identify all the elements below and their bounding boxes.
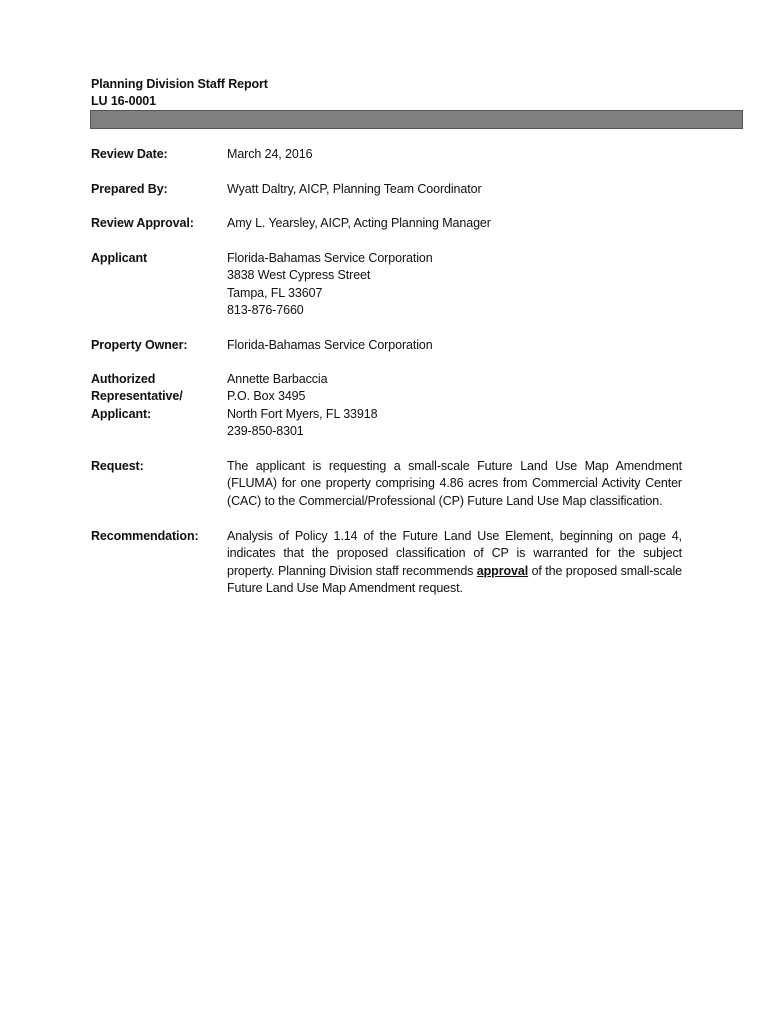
recommendation-text-before: Analysis of Policy 1.14 of the Future Land Use Element, beginning on page 4, indicates that the proposed classification of CP is warranted for the subject property. Planning Division staff recommends (227, 529, 682, 578)
applicant-phone: 813-876-7660 (227, 302, 304, 317)
recommendation-label: Recommendation: (91, 529, 199, 543)
authorized-rep-label (91, 371, 221, 423)
review-date-value: March 24, 2016 (227, 147, 313, 161)
prepared-by-value: Wyatt Daltry, AICP, Planning Team Coordinator (227, 182, 482, 196)
property-owner-label: Property Owner: (91, 338, 188, 352)
applicant-city: Tampa, FL 33607 (227, 285, 323, 300)
authorized-rep-phone: 239-850-8301 (227, 423, 304, 438)
recommendation-text (227, 528, 682, 597)
authorized-rep-name: Annette Barbaccia (227, 372, 328, 386)
review-date-label: Review Date: (91, 147, 168, 161)
review-approval-label: Review Approval: (91, 216, 194, 230)
request-text: The applicant is requesting a small-scale Future Land Use Map Amendment (FLUMA) for one property comprising 4.86 acres from Commercial Activity Center (CAC) to the Commercial/Professional (CP) Future Land Use Map classification. (227, 459, 682, 508)
applicant-street: 3838 West Cypress Street (227, 268, 371, 283)
recommendation-text-after: of the proposed small-scale Future Land Use Map Amendment request. (227, 563, 683, 595)
review-approval-value: Amy L. Yearsley, AICP, Acting Planning Manager (227, 216, 491, 230)
request-label: Request: (91, 459, 144, 473)
property-owner-value: Florida-Bahamas Service Corporation (227, 338, 433, 352)
authorized-rep-label-line: Applicant: (91, 406, 152, 421)
prepared-by-label: Prepared By: (91, 182, 168, 196)
report-title: Planning Division Staff Report (91, 77, 268, 91)
authorized-rep-label-line: Representative/ (91, 389, 183, 404)
report-header (91, 76, 268, 110)
approval-emphasis: approval (476, 563, 529, 578)
authorized-rep-city: North Fort Myers, FL 33918 (227, 406, 378, 421)
applicant-name: Florida-Bahamas Service Corporation (227, 251, 433, 265)
authorized-rep-address (227, 371, 682, 440)
applicant-address (227, 250, 682, 319)
applicant-label: Applicant (91, 251, 148, 265)
authorized-rep-label-line: Authorized (91, 372, 156, 386)
authorized-rep-po-box: P.O. Box 3495 (227, 389, 306, 404)
report-number: LU 16-0001 (91, 94, 157, 108)
section-divider-bar (90, 110, 743, 129)
